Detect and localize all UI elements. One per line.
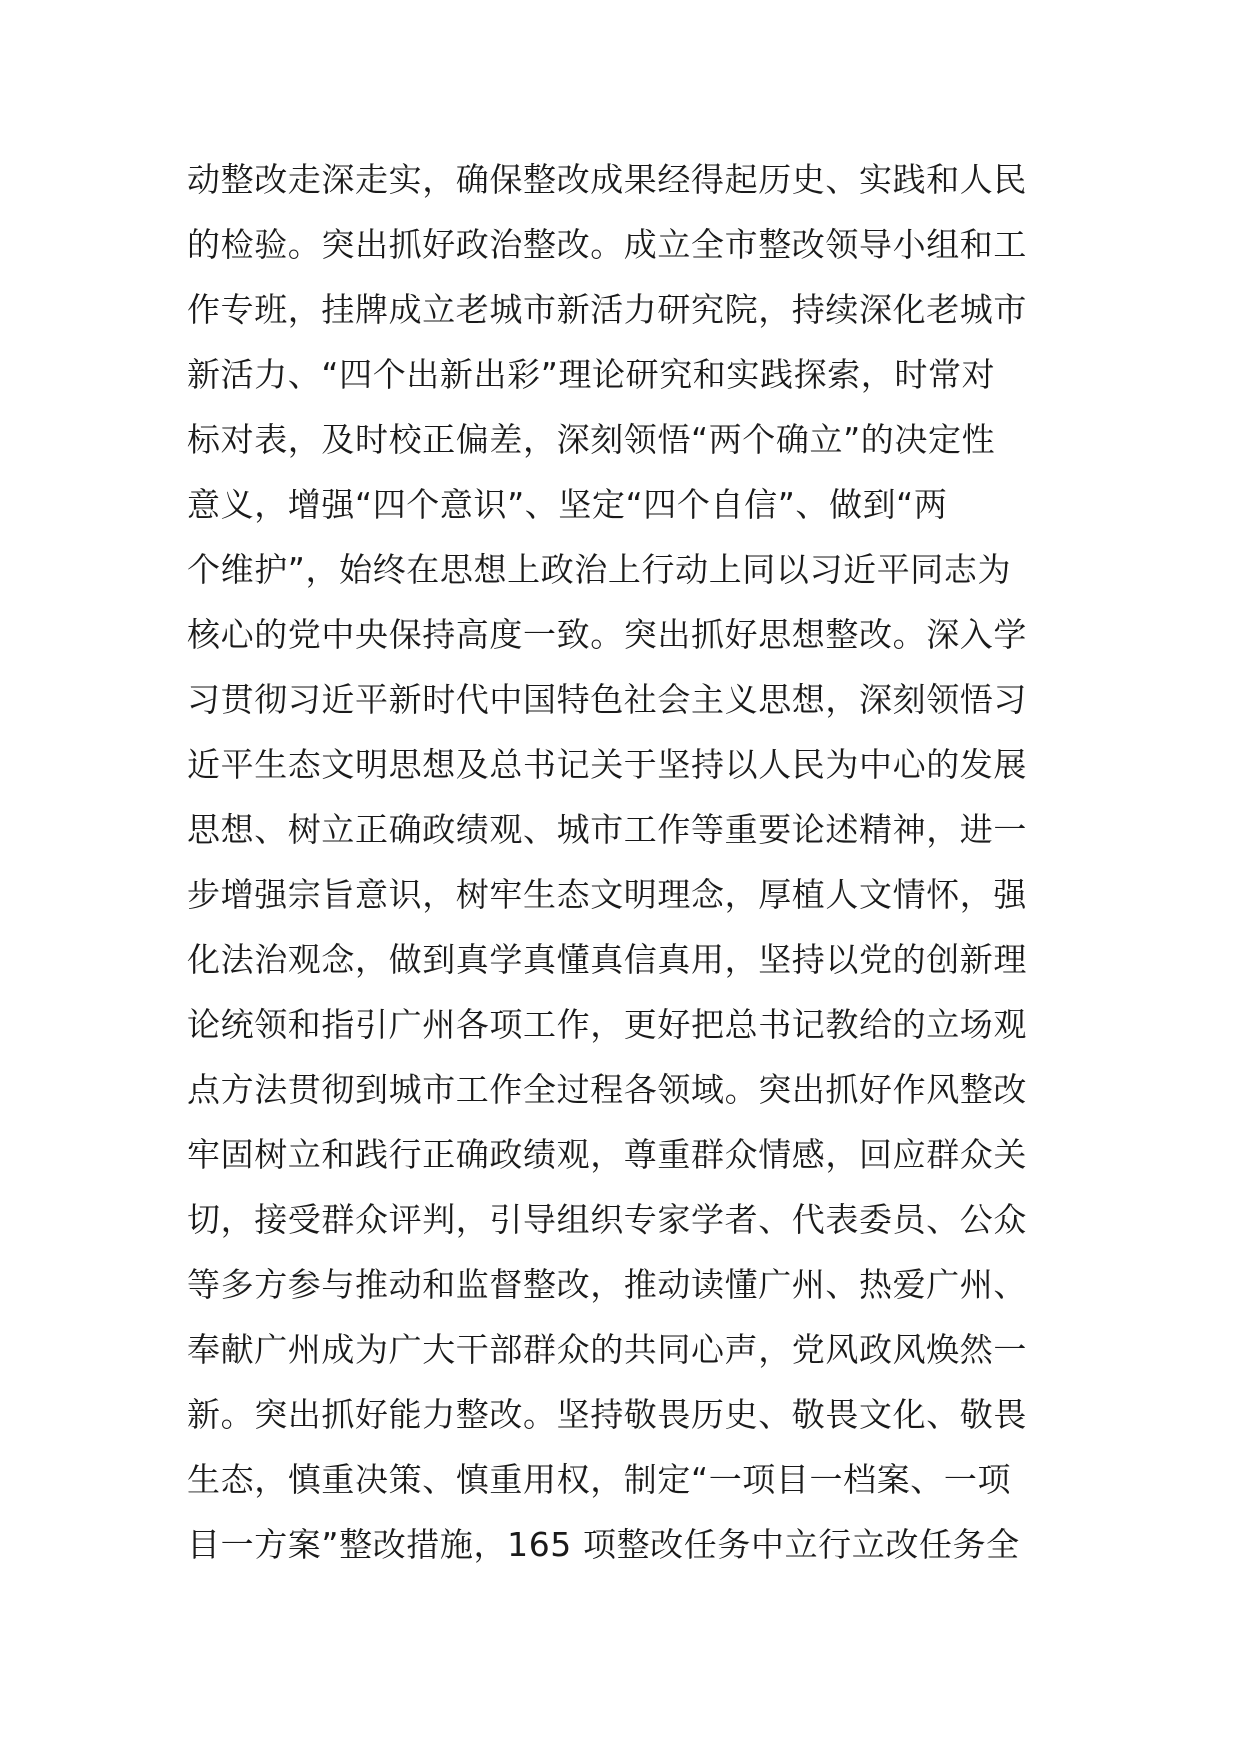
text-line: 核心的党中央保持高度一致。突出抓好思想整改。深入学 — [187, 615, 1027, 654]
text-line: 习贯彻习近平新时代中国特色社会主义思想，深刻领悟习 — [187, 680, 1027, 719]
text-line: 个维护”，始终在思想上政治上行动上同以习近平同志为 — [187, 550, 1012, 589]
text-line: 的检验。突出抓好政治整改。成立全市整改领导小组和工 — [187, 225, 1027, 264]
text-line: 思想、树立正确政绩观、城市工作等重要论述精神，进一 — [187, 810, 1027, 849]
text-line: 步增强宗旨意识，树牢生态文明理念，厚植人文情怀，强 — [187, 875, 1027, 914]
text-line: 牢固树立和践行正确政绩观，尊重群众情感，回应群众关 — [187, 1135, 1027, 1174]
text-line: 目一方案”整改措施，165 项整改任务中立行立改任务全 — [187, 1525, 1020, 1564]
text-line: 意义，增强“四个意识”、坚定“四个自信”、做到“两 — [187, 485, 948, 524]
text-line: 标对表，及时校正偏差，深刻领悟“两个确立”的决定性 — [187, 420, 996, 459]
text-line: 奉献广州成为广大干部群众的共同心声，党风政风焕然一 — [187, 1330, 1027, 1369]
text-line: 点方法贯彻到城市工作全过程各领域。突出抓好作风整改 — [187, 1070, 1027, 1109]
text-line: 生态，慎重决策、慎重用权，制定“一项目一档案、一项 — [187, 1460, 1012, 1499]
body-text — [187, 147, 1067, 1577]
text-line: 新活力、“四个出新出彩”理论研究和实践探索，时常对 — [187, 355, 996, 394]
text-line: 等多方参与推动和监督整改，推动读懂广州、热爱广州、 — [187, 1265, 1027, 1304]
text-line: 近平生态文明思想及总书记关于坚持以人民为中心的发展 — [187, 745, 1027, 784]
text-line: 切，接受群众评判，引导组织专家学者、代表委员、公众 — [187, 1200, 1027, 1239]
text-line: 化法治观念，做到真学真懂真信真用，坚持以党的创新理 — [187, 940, 1027, 979]
text-line: 新。突出抓好能力整改。坚持敬畏历史、敬畏文化、敬畏 — [187, 1395, 1027, 1434]
text-line: 论统领和指引广州各项工作，更好把总书记教给的立场观 — [187, 1005, 1027, 1044]
text-line: 作专班，挂牌成立老城市新活力研究院，持续深化老城市 — [187, 290, 1027, 329]
text-line: 动整改走深走实，确保整改成果经得起历史、实践和人民 — [187, 160, 1027, 199]
